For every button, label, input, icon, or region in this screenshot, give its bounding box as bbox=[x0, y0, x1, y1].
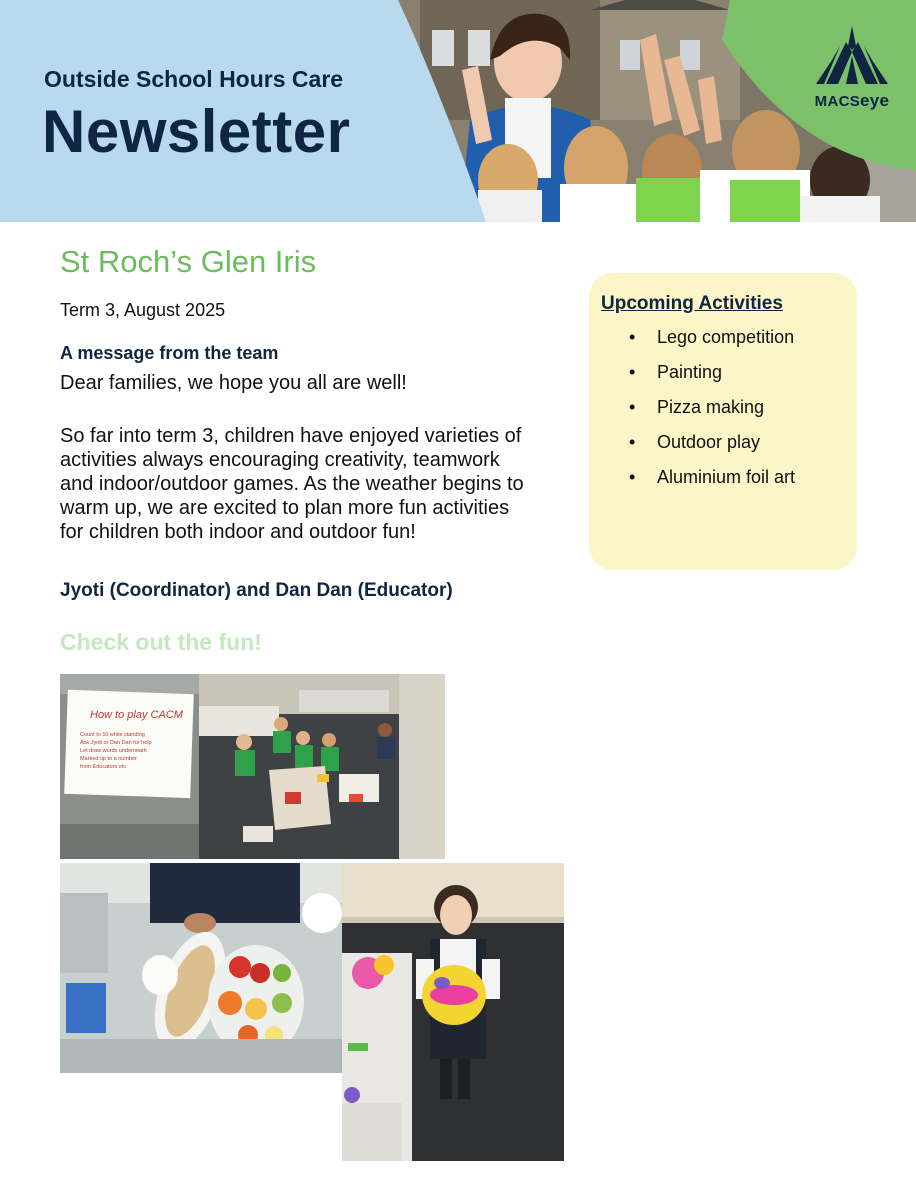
message-line: and indoor/outdoor games. As the weather begins to bbox=[60, 473, 524, 495]
logo-text-macs: MACS bbox=[814, 93, 861, 110]
upcoming-activities-title: Upcoming Activities bbox=[601, 293, 783, 314]
newsletter-eyebrow: Outside School Hours Care bbox=[44, 66, 344, 92]
upcoming-activities-list bbox=[629, 325, 795, 500]
message-greeting: Dear families, we hope you all are well! bbox=[60, 372, 407, 394]
photo-classroom bbox=[199, 674, 445, 859]
newsletter-title: Newsletter bbox=[42, 98, 351, 165]
message-line: warm up, we are excited to plan more fun activities bbox=[60, 497, 510, 519]
poster-line: Ask Jyoti or Dan Dan for help bbox=[80, 740, 152, 746]
photo-foil-art bbox=[342, 863, 564, 1161]
activity-item: • Outdoor play bbox=[629, 430, 795, 465]
poster-line: Count to 10 while standing bbox=[80, 732, 145, 738]
message-line: So far into term 3, children have enjoyed varieties of bbox=[60, 425, 522, 447]
poster-line: Marked up to a number bbox=[80, 756, 137, 762]
activity-item: • Aluminium foil art bbox=[629, 465, 795, 500]
foil-art-photo-image bbox=[342, 863, 564, 1161]
activity-item: • Lego competition bbox=[629, 325, 795, 360]
poster-title: How to play CACM bbox=[90, 709, 183, 721]
poster-line: Let draw words underneath bbox=[80, 748, 147, 754]
message-line: for children both indoor and outdoor fun! bbox=[60, 521, 416, 543]
message-signature: Jyoti (Coordinator) and Dan Dan (Educator) bbox=[60, 580, 453, 601]
upcoming-activities-box bbox=[589, 273, 857, 570]
activity-item: • Painting bbox=[629, 360, 795, 395]
poster-photo-image bbox=[60, 674, 200, 859]
term-date: Term 3, August 2025 bbox=[60, 300, 226, 320]
school-name: St Roch’s Glen Iris bbox=[60, 244, 317, 279]
macs-logo bbox=[806, 22, 898, 111]
message-body bbox=[60, 424, 580, 544]
photo-poster bbox=[60, 674, 200, 859]
message-line: activities always encouraging creativity, teamwork bbox=[60, 449, 500, 471]
logo-text-eye: eye bbox=[860, 91, 890, 110]
classroom-photo-image bbox=[199, 674, 445, 859]
gallery-heading: Check out the fun! bbox=[60, 629, 262, 655]
macs-logo-icon bbox=[812, 22, 892, 88]
photo-food-platters bbox=[60, 863, 342, 1073]
activity-item: • Pizza making bbox=[629, 395, 795, 430]
poster-line: from Educators etc bbox=[80, 764, 127, 770]
food-photo-image bbox=[60, 863, 342, 1073]
header-banner bbox=[0, 0, 916, 222]
message-heading: A message from the team bbox=[60, 343, 279, 363]
